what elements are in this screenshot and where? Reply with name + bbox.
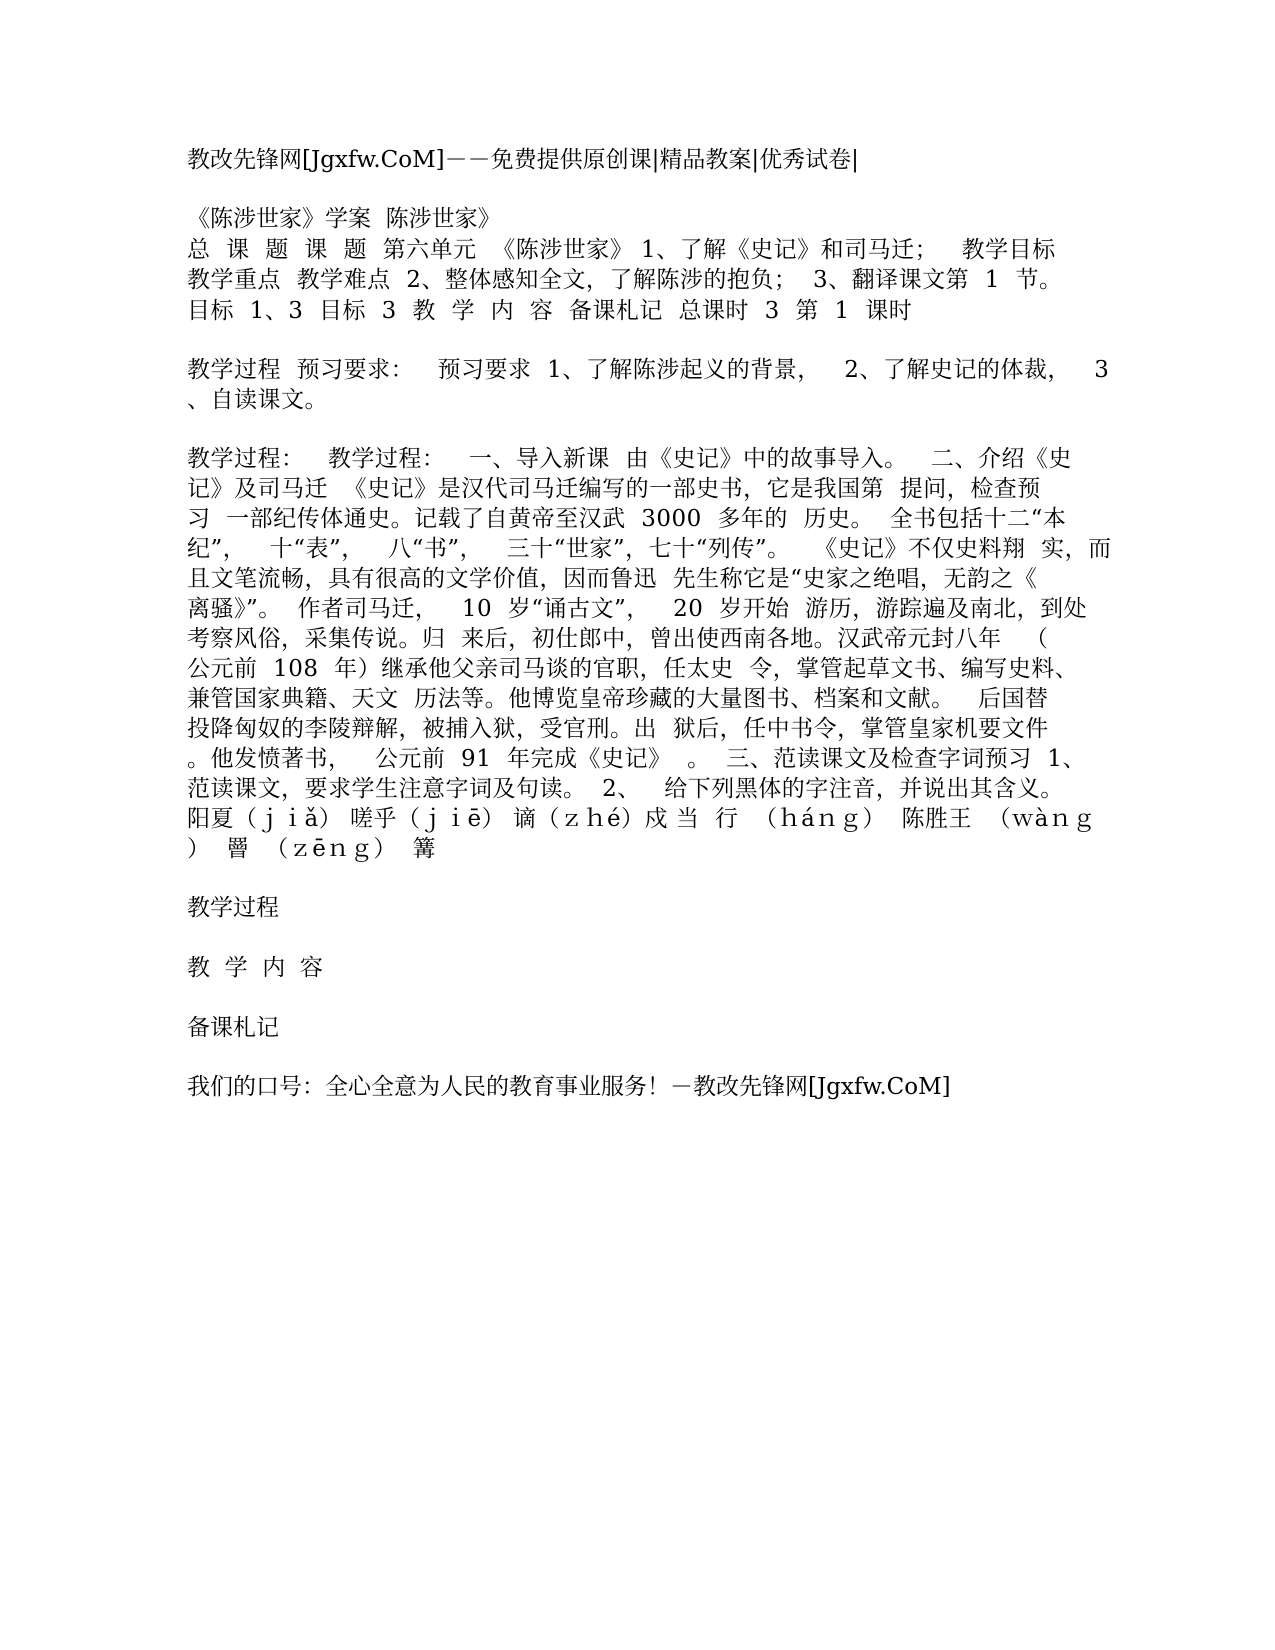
info-line-1: 总 课 题 课 题 第六单元 《陈涉世家》 1、了解《史记》和司马迁； 教学目标 [187,237,1056,263]
process-line-3: 习 一部纪传体通史。记载了自黄帝至汉武 3000 多年的 历史。 全书包括十二“本 [187,506,1067,532]
process-line-1: 教学过程： 教学过程： 一、导入新课 由《史记》中的故事导入。 二、介绍《史 [187,446,1072,472]
info-line-2: 教学重点 教学难点 2、整体感知全文，了解陈涉的抱负； 3、翻译课文第 1 节。 [187,267,1063,293]
process-line-6: 离骚》”。 作者司马迁， 10 岁“诵古文”， 20 岁开始 游历，游踪遍及南北，到处 [187,596,1088,622]
process-line-14: ） 罾 （ｚēｎｇ） 篝 [187,836,436,862]
preview-line-2: 、自读课文。 [187,387,328,413]
process-line-12: 范读课文，要求学生注意字词及句读。 2、 给下列黑体的字注音，并说出其含义。 [187,776,1064,802]
preview-line-1: 教学过程 预习要求： 预习要求 1、了解陈涉起义的背景， 2、了解史记的体裁， 3 [187,357,1110,383]
info-line-3: 目标 1、3 目标 3 教 学 内 容 备课札记 总课时 3 第 1 课时 [187,298,913,324]
label-teaching-content: 教 学 内 容 [187,955,323,981]
process-line-10: 投降匈奴的李陵辩解，被捕入狱，受官刑。出 狱后，任中书令，掌管皇家机要文件 [187,716,1049,742]
process-line-8: 公元前 108 年）继承他父亲司马谈的官职，任太史 令，掌管起草文书、编写史料、 [187,656,1079,682]
label-teaching-process: 教学过程 [187,895,279,921]
process-line-13: 阳夏（ｊｉǎ） 嗟乎（ｊｉē） 谪（ｚｈé）戍 当 行 （ｈáｎｇ） 陈胜王 （ｗàｎｇ [187,806,1096,832]
process-line-11: 。他发愤著书， 公元前 91 年完成《史记》 。 三、范读课文及检查字词预习 1、 [187,746,1086,772]
process-line-4: 纪”， 十“表”， 八“书”， 三十“世家”，七十“列传”。 《史记》不仅史料翔 实，而 [187,536,1112,562]
process-line-9: 兼管国家典籍、天文 历法等。他博览皇帝珍藏的大量图书、档案和文献。 后国替 [187,686,1049,712]
document-title: 《陈涉世家》学案 陈涉世家》 [187,206,501,232]
site-header: 教改先锋网[Jgxfw.CoM]－－免费提供原创课|精品教案|优秀试卷| [187,147,859,173]
process-line-7: 考察风俗，采集传说。归 来后，初仕郎中，曾出使西南各地。汉武帝元封八年 （ [187,626,1049,652]
process-line-5: 且文笔流畅，具有很高的文学价值，因而鲁迅 先生称它是“史家之绝唱，无韵之《 [187,566,1038,592]
site-slogan: 我们的口号：全心全意为人民的教育事业服务！－教改先锋网[Jgxfw.CoM] [187,1074,951,1100]
process-line-2: 记》及司马迁 《史记》是汉代司马迁编写的一部史书，它是我国第 提问，检查预 [187,476,1041,502]
label-lesson-notes: 备课札记 [187,1015,279,1041]
